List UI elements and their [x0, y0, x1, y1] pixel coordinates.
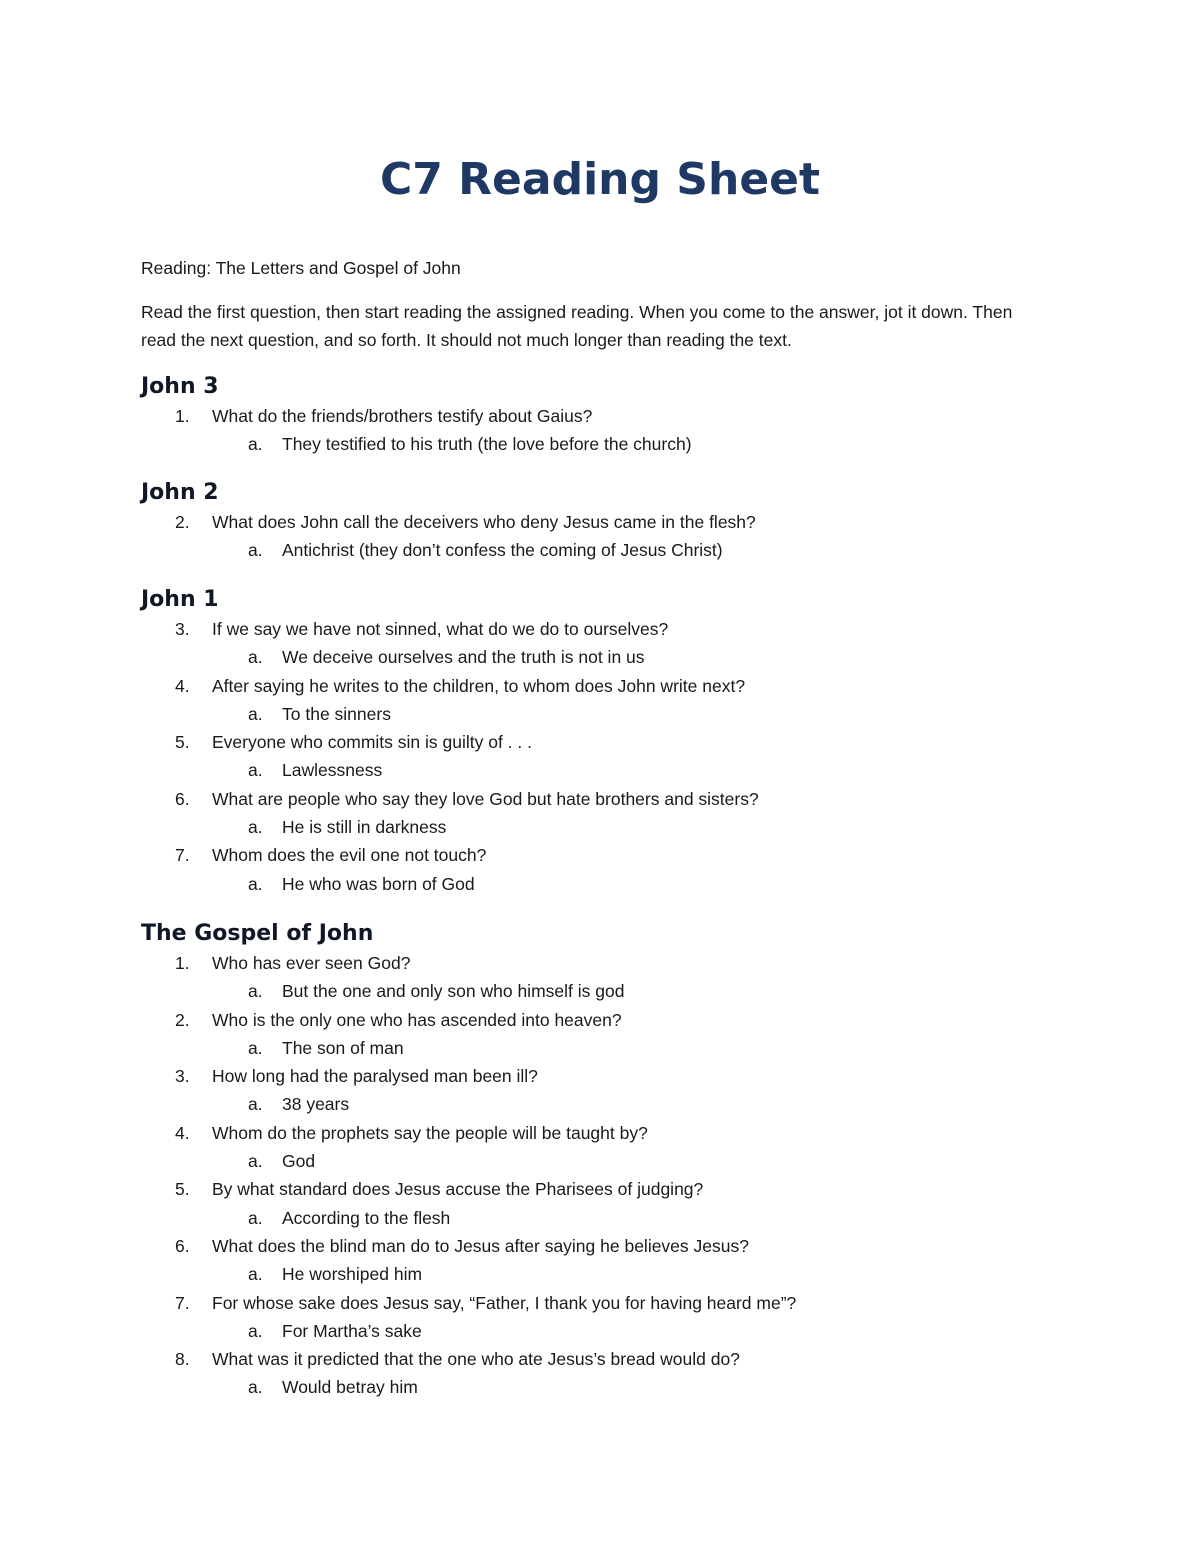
question-number: 8.	[175, 1349, 190, 1370]
question-row	[141, 1345, 1041, 1373]
answer-text: To the sinners	[282, 703, 391, 724]
question-row	[141, 785, 1041, 813]
question-text: Whom does the evil one not touch?	[212, 845, 487, 866]
question-text: Who has ever seen God?	[212, 953, 411, 973]
question-row	[141, 1289, 1041, 1317]
question-row	[141, 1006, 1041, 1034]
answer-letter: a.	[248, 1264, 263, 1285]
question-row	[141, 615, 1041, 643]
answer-row	[141, 1317, 1041, 1345]
question-text: Who is the only one who has ascended into heaven?	[212, 1009, 622, 1030]
answer-row	[141, 1260, 1041, 1288]
answer-text: He is still in darkness	[282, 817, 447, 838]
question-number: 2.	[175, 1009, 190, 1030]
answer-row	[141, 813, 1041, 841]
answer-letter: a.	[248, 817, 263, 838]
answer-row	[141, 1090, 1041, 1118]
question-row	[141, 949, 1041, 977]
question-number: 5.	[175, 732, 190, 753]
answer-letter: a.	[248, 540, 263, 561]
question-row	[141, 728, 1041, 756]
answer-row	[141, 1147, 1041, 1175]
answer-text: Antichrist (they don’t confess the coming of Jesus Christ)	[282, 540, 723, 561]
question-number: 2.	[175, 512, 190, 532]
question-text: If we say we have not sinned, what do we do to ourselves?	[212, 619, 669, 639]
answer-letter: a.	[248, 1151, 263, 1172]
question-number: 7.	[175, 845, 190, 866]
answer-letter: a.	[248, 1377, 263, 1398]
section-heading: John 1	[141, 587, 219, 612]
section-1	[141, 478, 1041, 565]
section-3	[141, 919, 1041, 1402]
answer-text: They testified to his truth (the love before the church)	[282, 434, 692, 455]
answer-row	[141, 977, 1041, 1005]
answer-letter: a.	[248, 434, 263, 455]
question-number: 4.	[175, 675, 190, 696]
answer-text: We deceive ourselves and the truth is not in us	[282, 647, 645, 668]
question-text: By what standard does Jesus accuse the Pharisees of judging?	[212, 1179, 704, 1200]
question-text: What does John call the deceivers who deny Jesus came in the flesh?	[212, 512, 756, 532]
answer-letter: a.	[248, 981, 263, 1002]
answer-letter: a.	[248, 760, 263, 781]
section-heading: The Gospel of John	[141, 921, 374, 946]
reading-assignment: Reading: The Letters and Gospel of John	[141, 258, 461, 278]
question-number: 6.	[175, 1235, 190, 1256]
answer-row	[141, 1373, 1041, 1401]
answer-text: The son of man	[282, 1037, 404, 1058]
question-row	[141, 1119, 1041, 1147]
question-text: Whom do the prophets say the people will be taught by?	[212, 1122, 648, 1143]
question-number: 1.	[175, 406, 190, 426]
question-text: What do the friends/brothers testify about Gaius?	[212, 406, 593, 426]
section-heading: John 2	[141, 480, 219, 505]
answer-text: He worshiped him	[282, 1264, 423, 1285]
question-number: 3.	[175, 1066, 190, 1087]
question-text: For whose sake does Jesus say, “Father, I thank you for having heard me”?	[212, 1292, 797, 1313]
answer-text: For Martha’s sake	[282, 1320, 422, 1341]
answer-text: Would betray him	[282, 1377, 418, 1398]
page-title: C7 Reading Sheet	[379, 154, 821, 205]
answer-letter: a.	[248, 1094, 263, 1115]
question-text: After saying he writes to the children, to whom does John write next?	[212, 675, 746, 696]
question-text: Everyone who commits sin is guilty of . . .	[212, 732, 532, 753]
question-number: 3.	[175, 619, 190, 639]
question-row	[141, 1062, 1041, 1090]
answer-text: But the one and only son who himself is god	[282, 981, 625, 1002]
question-text: What was it predicted that the one who ate Jesus’s bread would do?	[212, 1349, 740, 1370]
answer-letter: a.	[248, 647, 263, 668]
question-row	[141, 1175, 1041, 1203]
answer-letter: a.	[248, 1320, 263, 1341]
question-text: What does the blind man do to Jesus after saying he believes Jesus?	[212, 1235, 749, 1256]
section-heading: John 3	[141, 374, 219, 399]
section-0	[141, 372, 1041, 459]
section-2	[141, 585, 1041, 898]
answer-row	[141, 1034, 1041, 1062]
answer-row	[141, 756, 1041, 784]
answer-row	[141, 1204, 1041, 1232]
answer-text: According to the flesh	[282, 1207, 451, 1228]
answer-text: 38 years	[282, 1094, 350, 1115]
question-row	[141, 508, 1041, 536]
answer-row	[141, 430, 1041, 458]
answer-letter: a.	[248, 1037, 263, 1058]
question-row	[141, 672, 1041, 700]
answer-letter: a.	[248, 703, 263, 724]
answer-row	[141, 643, 1041, 671]
question-row	[141, 841, 1041, 869]
instructions-paragraph: Read the first question, then start reading the assigned reading. When you come to the answer, jot it down. Then read the next question, and so forth. It should not much longer than reading the text.	[141, 302, 1013, 350]
question-text: What are people who say they love God but hate brothers and sisters?	[212, 788, 759, 809]
answer-text: God	[282, 1151, 316, 1172]
question-text: How long had the paralysed man been ill?	[212, 1066, 538, 1087]
question-row	[141, 402, 1041, 430]
answer-letter: a.	[248, 873, 263, 894]
answer-row	[141, 536, 1041, 564]
answer-letter: a.	[248, 1207, 263, 1228]
answer-row	[141, 700, 1041, 728]
question-number: 1.	[175, 953, 190, 973]
question-number: 7.	[175, 1292, 190, 1313]
question-number: 6.	[175, 788, 190, 809]
question-number: 5.	[175, 1179, 190, 1200]
answer-text: Lawlessness	[282, 760, 383, 781]
question-row	[141, 1232, 1041, 1260]
question-number: 4.	[175, 1122, 190, 1143]
answer-text: He who was born of God	[282, 873, 475, 894]
answer-row	[141, 870, 1041, 898]
